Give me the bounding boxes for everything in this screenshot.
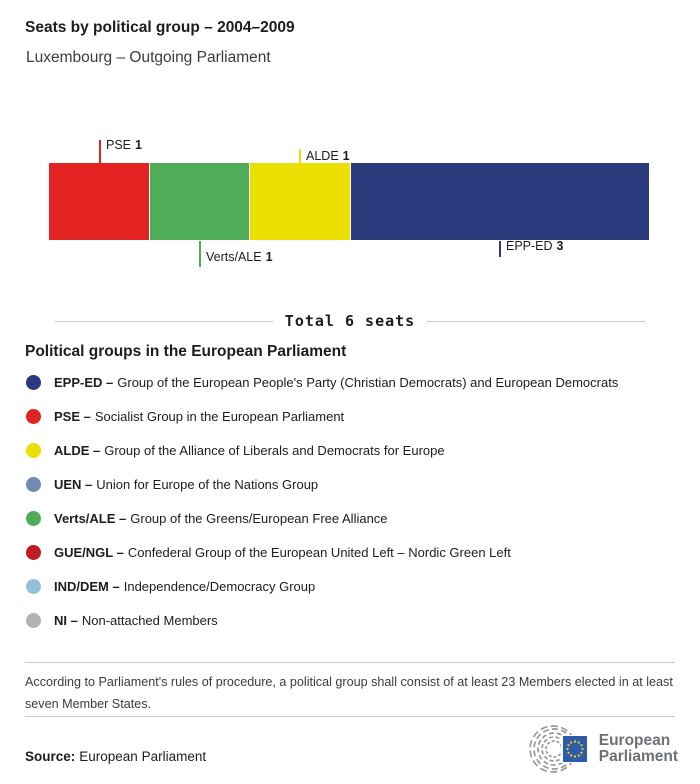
legend-desc: Independence/Democracy Group [123, 578, 316, 594]
legend-item-inddem [25, 569, 675, 603]
logo-line2: Parliament [598, 748, 678, 765]
divider-below-footnote [25, 716, 675, 717]
legend-desc: Union for Europe of the Nations Group [96, 476, 319, 492]
bar-segment-pse[interactable] [49, 163, 149, 240]
callout-tick-epped [499, 241, 501, 257]
group-name: PSE [106, 138, 132, 152]
source-label: Source: [25, 749, 76, 764]
legend-abbr: PSE – [54, 408, 91, 424]
legend-dot-uen [26, 477, 41, 492]
legend-abbr: NI – [54, 612, 78, 628]
bar-segment-epped[interactable] [351, 163, 650, 240]
legend-heading: Political groups in the European Parliament [25, 343, 347, 360]
legend-item-epped [25, 365, 675, 399]
legend-desc: Confederal Group of the European United Left – Nordic Green Left [127, 544, 511, 560]
legend-item-uen [25, 467, 675, 501]
seat-count: 1 [265, 250, 273, 264]
legend-dot-verts [26, 511, 41, 526]
divider-line-right [427, 321, 645, 322]
legend-item-guengl [25, 535, 675, 569]
callout-tick-pse [99, 140, 101, 163]
source-value: European Parliament [79, 749, 207, 764]
european-parliament-logo [528, 725, 678, 773]
legend-desc: Socialist Group in the European Parliament [94, 408, 345, 424]
legend-dot-alde [26, 443, 41, 458]
ep-logo-wordmark [599, 733, 678, 765]
seat-count: 1 [135, 138, 142, 152]
legend-dot-epped [26, 375, 41, 390]
legend-desc: Non-attached Members [81, 612, 218, 628]
total-seats-divider [55, 312, 645, 330]
page-title: Seats by political group – 2004–2009 [25, 19, 295, 36]
source-line [25, 749, 206, 764]
legend-abbr: GUE/NGL – [54, 544, 124, 560]
page-subtitle: Luxembourg – Outgoing Parliament [26, 49, 271, 66]
group-name: Verts/ALE [206, 250, 262, 264]
legend-desc: Group of the European People's Party (Christian Democrats) and European Democrats [117, 374, 619, 390]
callout-label-pse [106, 138, 142, 152]
legend-abbr: Verts/ALE – [54, 510, 127, 526]
callout-label-epped [506, 239, 564, 253]
legend-abbr: ALDE – [54, 442, 101, 458]
callout-tick-verts [199, 241, 201, 267]
seat-count: 3 [556, 239, 564, 253]
divider-above-footnote [25, 662, 675, 663]
callout-tick-alde [299, 149, 301, 163]
legend-item-ni [25, 603, 675, 637]
legend-dot-inddem [26, 579, 41, 594]
group-name: ALDE [306, 149, 339, 163]
divider-line-left [55, 321, 273, 322]
ep-hemicycle-icon [528, 725, 592, 773]
legend-abbr: IND/DEM – [54, 578, 120, 594]
legend-item-pse [25, 399, 675, 433]
bar-segment-verts[interactable] [150, 163, 250, 240]
legend-dot-ni [26, 613, 41, 628]
total-seats-label: Total 6 seats [284, 312, 416, 330]
logo-line1: European [598, 732, 671, 749]
legend-desc: Group of the Greens/European Free Alliance [130, 510, 388, 526]
legend-item-alde [25, 433, 675, 467]
seat-count: 1 [342, 149, 350, 163]
legend-item-verts [25, 501, 675, 535]
legend-dot-guengl [26, 545, 41, 560]
group-name: EPP-ED [506, 239, 553, 253]
legend-abbr: UEN – [54, 476, 93, 492]
callout-label-verts [206, 250, 273, 264]
footnote: According to Parliament's rules of procedure, a political group shall consist of at least 23 Members elected in at least seven Member States. [25, 675, 673, 711]
legend-desc: Group of the Alliance of Liberals and Democrats for Europe [104, 442, 445, 458]
bar-segment-alde[interactable] [250, 163, 350, 240]
legend-list [25, 365, 675, 637]
seats-stacked-bar [49, 163, 649, 240]
callout-label-alde [306, 149, 350, 163]
legend-dot-pse [26, 409, 41, 424]
legend-abbr: EPP-ED – [54, 374, 114, 390]
